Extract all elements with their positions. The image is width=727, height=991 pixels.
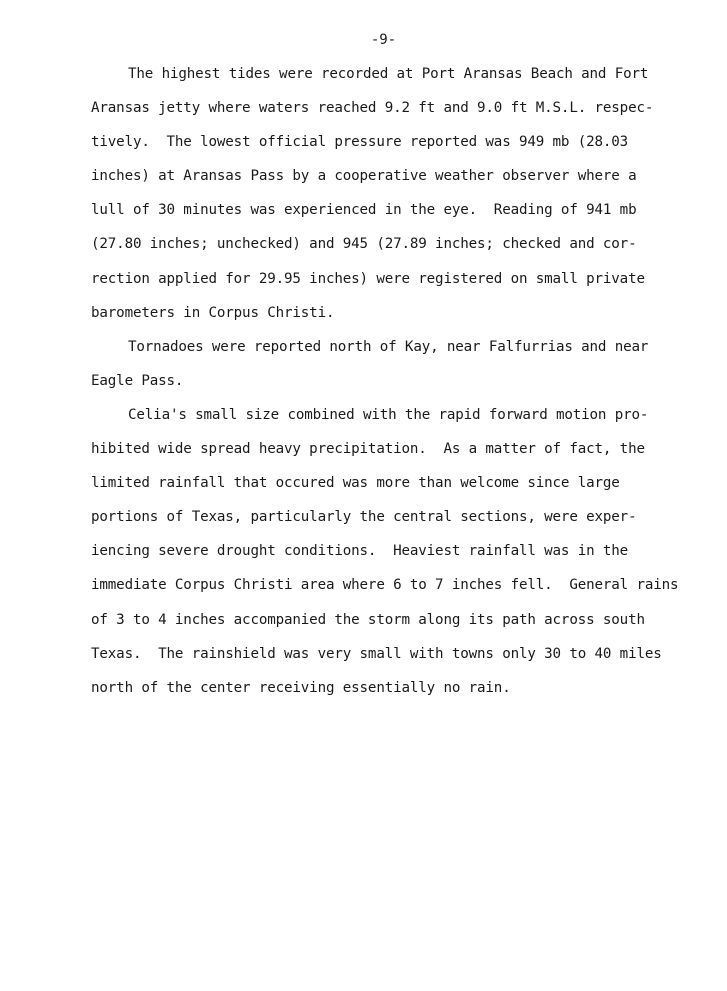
page-number: -9- <box>370 32 397 48</box>
text-line: barometers in Corpus Christi. <box>91 304 335 321</box>
text-line: Texas. The rainshield was very small with towns only 30 to 40 miles <box>91 645 662 662</box>
text-line: rection applied for 29.95 inches) were registered on small private <box>91 270 645 287</box>
text-line: portions of Texas, particularly the central sections, were exper- <box>91 509 637 526</box>
text-line: tively. The lowest official pressure reported was 949 mb (28.03 <box>91 134 629 151</box>
text-line: hibited wide spread heavy precipitation. As a matter of fact, the <box>91 441 645 458</box>
text-line: Tornadoes were reported north of Kay, near Falfurrias and near <box>128 338 649 355</box>
text-line: inches) at Aransas Pass by a cooperative weather observer where a <box>91 168 637 185</box>
text-line: lull of 30 minutes was experienced in the eye. Reading of 941 mb <box>91 202 637 219</box>
text-line: Celia's small size combined with the rapid forward motion pro- <box>128 406 649 423</box>
text-line: limited rainfall that occured was more than welcome since large <box>91 475 620 492</box>
text-line: immediate Corpus Christi area where 6 to 7 inches fell. General rains <box>91 577 679 594</box>
text-line: of 3 to 4 inches accompanied the storm along its path across south <box>91 611 645 628</box>
paragraph-tornadoes <box>91 335 691 403</box>
paragraph-rainfall <box>91 403 691 710</box>
paragraph-tides-pressure <box>91 62 691 335</box>
text-line: (27.80 inches; unchecked) and 945 (27.89 inches; checked and cor- <box>91 236 637 253</box>
text-line: north of the center receiving essentially no rain. <box>91 679 511 696</box>
body-text <box>91 62 691 710</box>
text-line: Eagle Pass. <box>91 372 184 389</box>
text-line: Aransas jetty where waters reached 9.2 ft and 9.0 ft M.S.L. respec- <box>91 100 654 117</box>
text-line: iencing severe drought conditions. Heaviest rainfall was in the <box>91 543 629 560</box>
text-line: The highest tides were recorded at Port Aransas Beach and Fort <box>128 66 649 82</box>
